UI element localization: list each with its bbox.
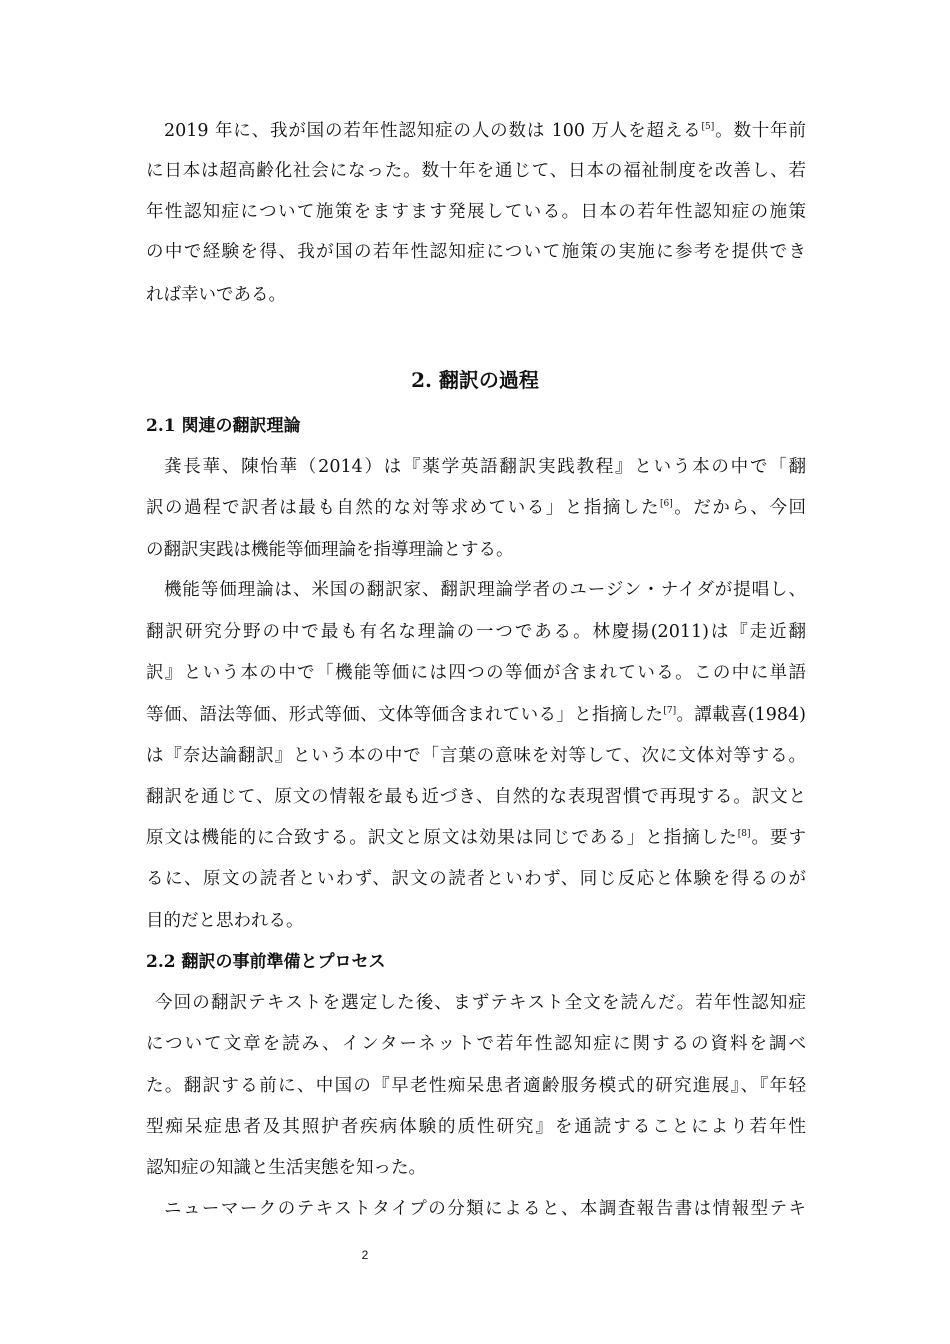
p21-line-2: 訳の過程で訳者は最も自然的な対等求めている」と指摘した[6]。だから、今回 bbox=[146, 498, 807, 518]
p21b-line-8: るに、原文の読者といわず、訳文の読者といわず、同じ反応と体験を得るのが bbox=[146, 869, 806, 889]
p21b-line-6: 翻訳を通じて、原文の情報を最も近づき、自然的な表現習慣で再現する。訳文と bbox=[146, 787, 806, 807]
p21b-line-5: は『奈达論翻訳』という本の中で「言葉の意味を対等して、次に文体対等する。 bbox=[146, 746, 806, 766]
p21-line-1: 龚長華、陳怡華（2014）は『薬学英語翻訳実践教程』という本の中で「翻 bbox=[164, 457, 806, 477]
intro-line-5: れば幸いである。 bbox=[146, 285, 286, 305]
p21b-line-9: 目的だと思われる。 bbox=[146, 911, 304, 931]
p21b-line-3: 訳』という本の中で「機能等価には四つの等価が含まれている。この中に単語 bbox=[146, 663, 806, 683]
intro-line-1: 2019 年に、我が国の若年性認知症の人の数は 100 万人を超える[5]。数十年前 bbox=[164, 121, 807, 141]
intro-line-4: の中で経験を得、我が国の若年性認知症について施策の実施に参考を提供でき bbox=[146, 242, 806, 262]
p21b-line-4: 等価、語法等価、形式等価、文体等価含まれている」と指摘した[7]。譚載喜(1984) bbox=[146, 705, 806, 725]
p21b-line-7: 原文は機能的に合致する。訳文と原文は効果は同じである」と指摘した[8]。要す bbox=[146, 828, 807, 848]
subsection-2-1-heading: 2.1 関連の翻訳理論 bbox=[146, 416, 301, 436]
citation-7: [7] bbox=[663, 706, 677, 716]
citation-6: [6] bbox=[660, 499, 673, 509]
citation-5: [5] bbox=[701, 122, 715, 132]
p22-line-4: 型痴呆症患者及其照护者疾病体験的质性研究』を通読することにより若年性 bbox=[146, 1117, 806, 1137]
citation-8: [8] bbox=[737, 829, 751, 839]
intro-line-3: 年性認知症について施策をますます発展している。日本の若年性認知症の施策 bbox=[146, 202, 806, 222]
p22-line-5: 認知症の知識と生活実態を知った。 bbox=[146, 1158, 426, 1178]
subsection-2-2-heading: 2.2 翻訳の事前準備とプロセス bbox=[146, 952, 386, 972]
intro-line-2: に日本は超高齢化社会になった。数十年を通じて、日本の福祉制度を改善し、若 bbox=[146, 161, 806, 181]
p22-line-2: について文章を読み、インターネットで若年性認知症に関するの資料を調べ bbox=[146, 1034, 806, 1054]
p22b-line-1: ニューマークのテキストタイプの分類によると、本調査報告書は情報型テキ bbox=[164, 1199, 806, 1219]
page-number: 2 bbox=[361, 1248, 369, 1262]
p21-line-3: の翻訳実践は機能等価理論を指導理論とする。 bbox=[146, 540, 514, 560]
p22-line-3: た。翻訳する前に、中国の『早老性痴呆患者適齢服务模式的研究進展』、『年轻 bbox=[146, 1076, 806, 1096]
p21b-line-1: 機能等価理論は、米国の翻訳家、翻訳理論学者のユージン・ナイダが提唱し、 bbox=[164, 580, 806, 600]
p21b-line-2: 翻訳研究分野の中で最も有名な理論の一つである。林慶揚(2011)は『走近翻 bbox=[146, 622, 806, 642]
p22-line-1: 今回の翻訳テキストを選定した後、まずテキスト全文を読んだ。若年性認知症 bbox=[155, 993, 806, 1013]
section-heading: 2. 翻訳の過程 bbox=[411, 368, 539, 392]
